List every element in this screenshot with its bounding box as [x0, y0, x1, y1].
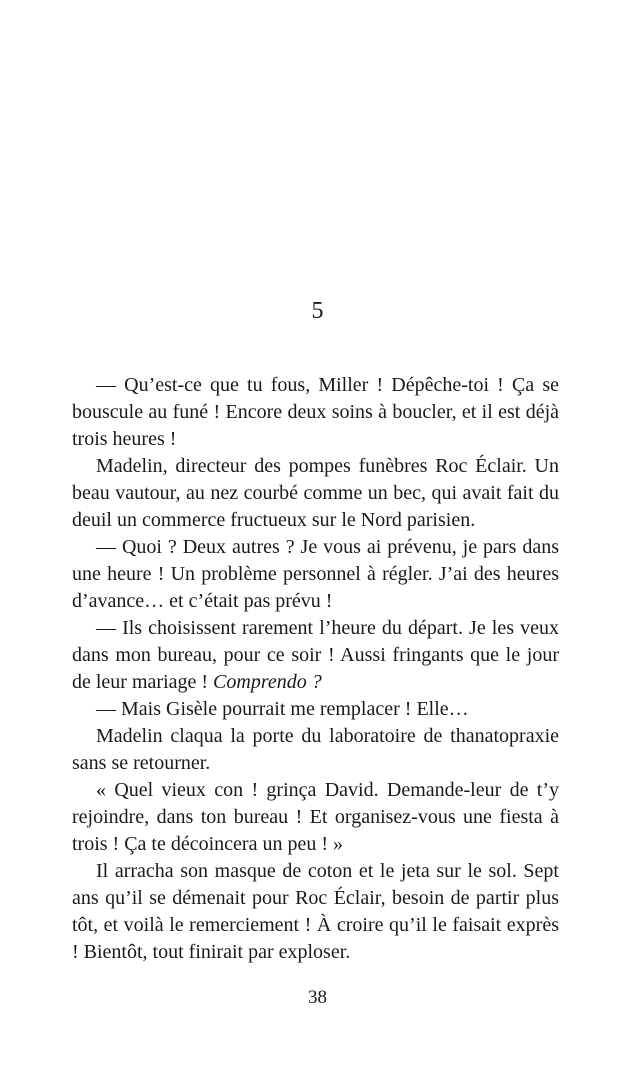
paragraph-text: Il arracha son masque de coton et le jeta sur le sol. Sept ans qu’il se démenait pour Roc Éclair, besoin de partir plus tôt, et voilà le remerciement ! À croire qu’il le faisait exprès ! Bientôt, tout finirait par exploser. — [72, 860, 559, 963]
italic-text: Comprendo ? — [213, 671, 322, 693]
paragraph — [72, 534, 559, 615]
paragraph-text: Madelin claqua la porte du laboratoire de thanatopraxie sans se retourner. — [72, 725, 559, 774]
paragraph — [72, 858, 559, 966]
paragraph-text: « Quel vieux con ! grinça David. Demande-leur de t’y rejoindre, dans ton bureau ! Et organisez-vous une fiesta à trois ! Ça te décoincera un peu ! » — [72, 779, 559, 855]
paragraph — [72, 615, 559, 696]
paragraph — [72, 723, 559, 777]
page-number: 38 — [308, 987, 327, 1008]
paragraph — [72, 372, 559, 453]
chapter-body — [72, 372, 559, 966]
paragraph-text: Madelin, directeur des pompes funèbres Roc Éclair. Un beau vautour, au nez courbé comme un bec, qui avait fait du deuil un commerce fructueux sur le Nord parisien. — [72, 455, 559, 531]
paragraph — [72, 777, 559, 858]
paragraph-text: — Mais Gisèle pourrait me remplacer ! Elle… — [96, 698, 469, 720]
chapter-number: 5 — [311, 298, 324, 324]
paragraph — [72, 696, 559, 723]
paragraph — [72, 453, 559, 534]
paragraph-text: — Ils choisissent rarement l’heure du départ. Je les veux dans mon bureau, pour ce soir ! Aussi fringants que le jour de leur mariage ! — [72, 617, 559, 693]
paragraph-text: — Qu’est-ce que tu fous, Miller ! Dépêche-toi ! Ça se bouscule au funé ! Encore deux soins à boucler, et il est déjà trois heures ! — [72, 374, 559, 450]
paragraph-text: — Quoi ? Deux autres ? Je vous ai prévenu, je pars dans une heure ! Un problème personnel à régler. J’ai des heures d’avance… et c’était pas prévu ! — [72, 536, 559, 612]
